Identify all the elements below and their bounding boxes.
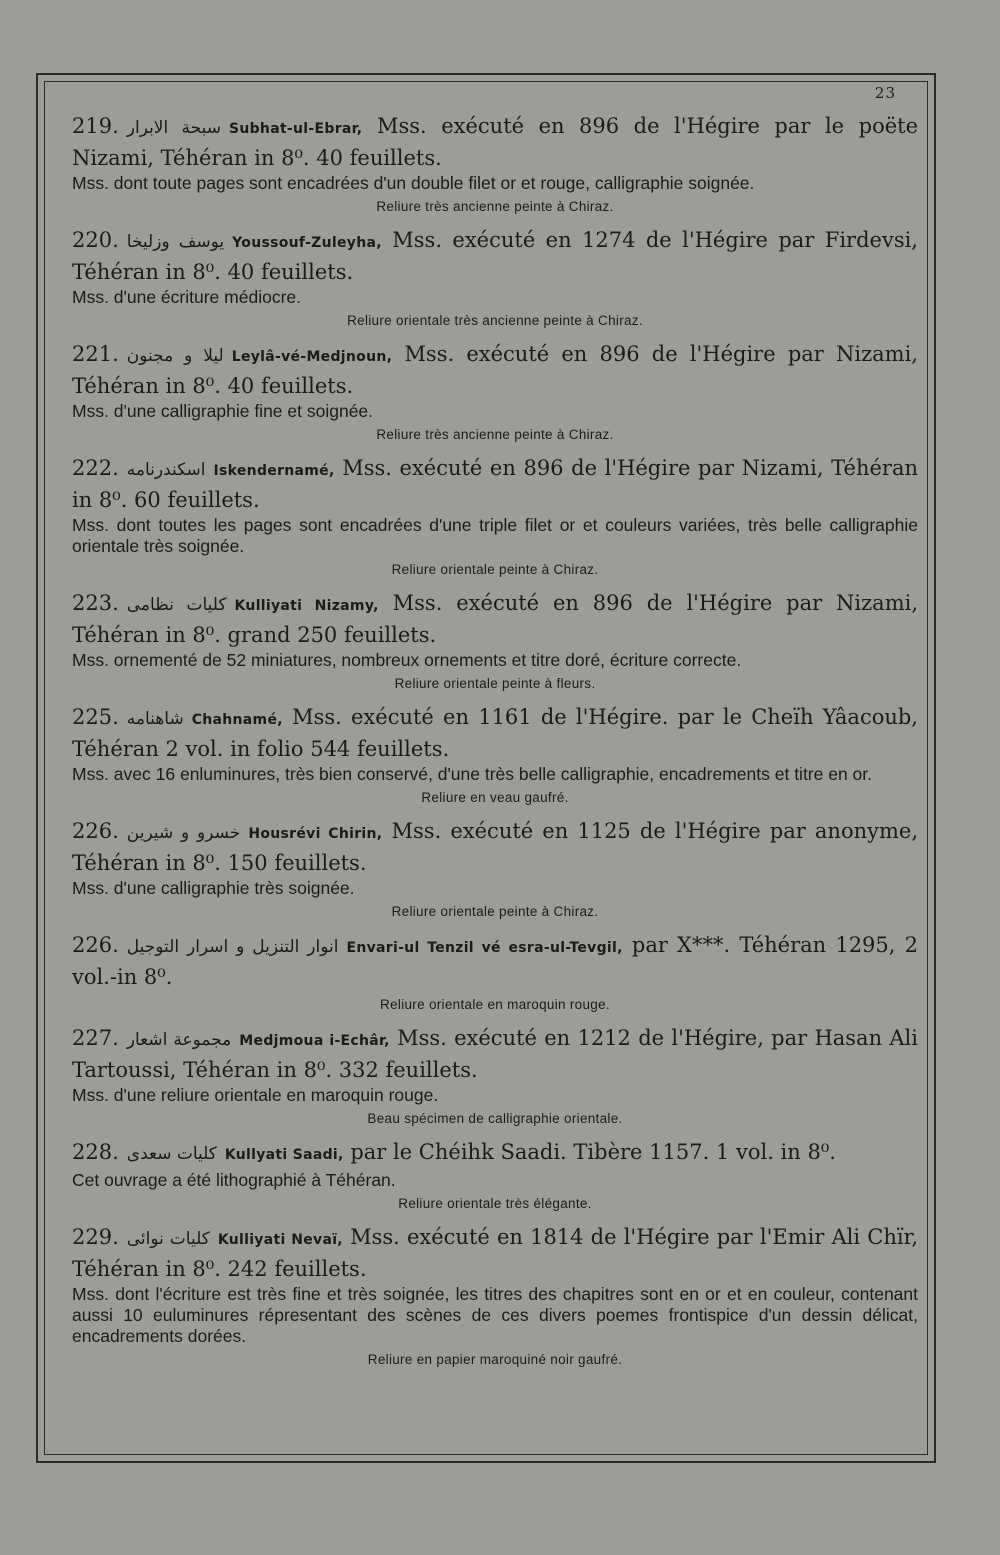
entry-description: Mss. dont l'écriture est très fine et très soignée, les titres des chapitres sont en or et en couleur, contenant aussi 10 euluminures répresentant des scènes de ces divers poemes frontispice d'un dessin délicat, encadrements dorées. [72, 1284, 918, 1346]
entry-text: par X***. Téhéran 1295, 2 vol.-in 8⁰. [72, 933, 918, 989]
entry-description: Mss. dont toutes les pages sont encadrées d'une triple filet or et couleurs variées, très belle calligraphie orientale très soignée. [72, 515, 918, 556]
entry-number: 228. [72, 1140, 119, 1164]
entry-description: Mss. d'une écriture médiocre. [72, 287, 301, 307]
entry-binding: Reliure en papier maroquiné noir gaufré. [367, 1352, 623, 1367]
entry-description: Mss. avec 16 enluminures, très bien conservé, d'une très belle calligraphie, encadrements et titre en or. [72, 764, 873, 784]
catalog-entry [72, 112, 918, 214]
entry-heading [72, 589, 918, 650]
entry-text: Mss. exécuté en 1274 de l'Hégire par Firdevsi, Téhéran in 8⁰. 40 feuillets. [72, 228, 918, 284]
entry-heading [72, 226, 918, 287]
entry-number: 223. [72, 591, 119, 615]
entry-arabic-title: كليات نظامى [126, 595, 227, 615]
catalog-entry [72, 340, 918, 442]
entry-description: Mss. ornementé de 52 miniatures, nombreux ornements et titre doré, écriture correcte. [72, 650, 742, 670]
entry-text: Mss. exécuté en 896 de l'Hégire par Nizami, Téhéran in 8⁰. grand 250 feuillets. [72, 591, 919, 647]
entry-arabic-title: كليات سعدى [126, 1144, 217, 1164]
entry-heading [72, 931, 918, 992]
entry-arabic-title: اسكندرنامه [126, 460, 206, 480]
entry-heading [72, 1223, 918, 1284]
catalog-entry [72, 454, 918, 577]
entry-text: par le Chéihk Saadi. Tibère 1157. 1 vol. in 8⁰. [350, 1140, 836, 1164]
entry-title: Housrévi Chirin, [248, 826, 383, 842]
entry-text: Mss. exécuté en 1161 de l'Hégire. par le Cheïh Yâacoub, Téhéran 2 vol. in folio 544 feuillets. [72, 705, 918, 761]
entry-text: Mss. exécuté en 1814 de l'Hégire par l'Emir Ali Chïr, Téhéran in 8⁰. 242 feuillets. [72, 1225, 918, 1281]
catalog-entry [72, 817, 918, 919]
entry-description: Mss. d'une calligraphie très soignée. [72, 878, 355, 898]
entry-heading [72, 1138, 918, 1170]
entry-heading [72, 454, 918, 515]
catalog-entry [72, 931, 918, 1012]
catalog-entry [72, 1024, 918, 1126]
entry-heading [72, 703, 918, 764]
entry-arabic-title: سبحة الابرار [126, 118, 221, 138]
entry-arabic-title: خسرو و شيرين [126, 823, 241, 843]
entry-text: Mss. exécuté en 1212 de l'Hégire, par Hasan Ali Tartoussi, Téhéran in 8⁰. 332 feuillets. [72, 1026, 918, 1082]
entry-title: Medjmoua i-Echâr, [239, 1033, 390, 1049]
catalog-entries [72, 112, 918, 1379]
entry-number: 219. [72, 114, 119, 138]
entry-heading [72, 112, 918, 173]
entry-title: Kullyati Saadi, [224, 1147, 344, 1163]
entry-description: Mss. dont toute pages sont encadrées d'un double filet or et rouge, calligraphie soignée. [72, 173, 755, 193]
entry-binding: Reliure en veau gaufré. [421, 790, 569, 805]
entry-title: Kulliyati Nevaï, [217, 1232, 343, 1248]
entry-heading [72, 817, 918, 878]
entry-number: 222. [72, 456, 119, 480]
entry-binding: Reliure orientale peinte à Chiraz. [391, 904, 599, 919]
entry-arabic-title: كليات نوائى [126, 1229, 210, 1249]
entry-number: 227. [72, 1026, 119, 1050]
entry-text: Mss. exécuté en 896 de l'Hégire par Nizami, Téhéran in 8⁰. 40 feuillets. [72, 342, 918, 398]
entry-binding: Reliure orientale peinte à fleurs. [394, 676, 596, 691]
entry-heading [72, 1024, 918, 1085]
catalog-entry [72, 1138, 918, 1211]
catalog-entry [72, 703, 918, 805]
entry-binding: Reliure très ancienne peinte à Chiraz. [376, 199, 614, 214]
entry-description: Mss. d'une calligraphie fine et soignée. [72, 401, 374, 421]
entry-binding: Reliure orientale peinte à Chiraz. [391, 562, 599, 577]
entry-number: 220. [72, 228, 119, 252]
entry-description: Mss. d'une reliure orientale en maroquin rouge. [72, 1085, 439, 1105]
entry-number: 221. [72, 342, 119, 366]
entry-binding: Beau spécimen de calligraphie orientale. [367, 1111, 623, 1126]
entry-number: 226. [72, 933, 119, 957]
entry-arabic-title: مجموعة اشعار [126, 1030, 232, 1050]
entry-title: Iskendernamé, [213, 463, 335, 479]
entry-binding: Reliure orientale très élégante. [398, 1196, 592, 1211]
entry-description: Cet ouvrage a été lithographié à Téhéran. [72, 1170, 396, 1190]
entry-title: Chahnamé, [191, 712, 283, 728]
entry-number: 225. [72, 705, 119, 729]
entry-text: Mss. exécuté en 896 de l'Hégire par le poëte Nizami, Téhéran in 8⁰. 40 feuillets. [72, 114, 919, 170]
entry-title: Youssouf-Zuleyha, [232, 235, 382, 251]
entry-title: Kulliyati Nizamy, [234, 598, 379, 614]
entry-title: Envari-ul Tenzil vé esra-ul-Tevgil, [346, 940, 623, 956]
page-number: 23 [874, 84, 896, 102]
entry-number: 226. [72, 819, 119, 843]
entry-text: Mss. exécuté en 896 de l'Hégire par Nizami, Téhéran in 8⁰. 60 feuillets. [72, 456, 918, 512]
entry-text: Mss. exécuté en 1125 de l'Hégire par anonyme, Téhéran in 8⁰. 150 feuillets. [72, 819, 919, 875]
entry-heading [72, 340, 918, 401]
entry-title: Leylâ-vé-Medjnoun, [231, 349, 393, 365]
entry-binding: Reliure orientale en maroquin rouge. [380, 997, 610, 1012]
entry-arabic-title: انوار التنزيل و اسرار التوجيل [126, 937, 339, 957]
entry-arabic-title: يوسف وزليخا [126, 232, 225, 252]
entry-arabic-title: شاهنامه [126, 709, 184, 729]
entry-arabic-title: ليلا و مجنون [126, 346, 224, 366]
catalog-entry [72, 1223, 918, 1367]
catalog-entry [72, 589, 918, 691]
catalog-entry [72, 226, 918, 328]
entry-binding: Reliure orientale très ancienne peinte à Chiraz. [347, 313, 643, 328]
entry-number: 229. [72, 1225, 119, 1249]
entry-binding: Reliure très ancienne peinte à Chiraz. [376, 427, 614, 442]
entry-title: Subhat-ul-Ebrar, [228, 121, 363, 137]
